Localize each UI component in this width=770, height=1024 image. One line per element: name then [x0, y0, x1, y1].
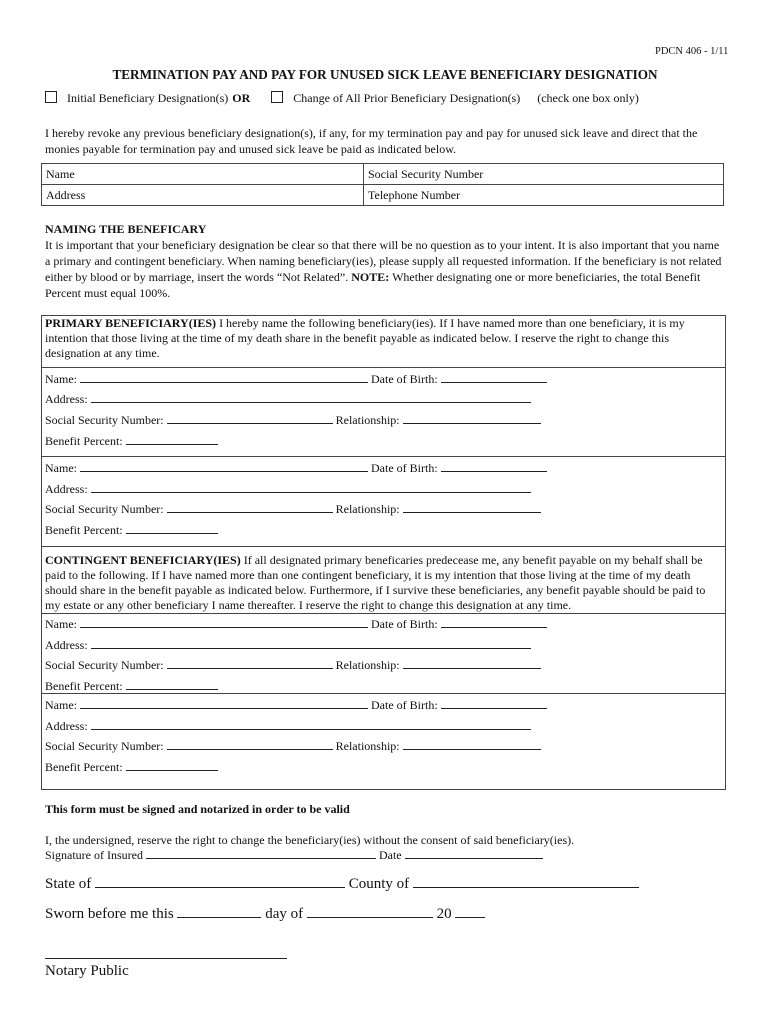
divider	[41, 613, 726, 614]
dob-label: Date of Birth:	[371, 461, 438, 475]
primary-2-address-row	[45, 481, 531, 497]
sworn-row	[45, 904, 485, 923]
percent-label: Benefit Percent:	[45, 679, 123, 693]
primary-1-percent-input[interactable]	[126, 433, 218, 445]
relationship-label: Relationship:	[335, 658, 400, 672]
contingent-1-address-input[interactable]	[91, 637, 531, 649]
primary-1-ssn-input[interactable]	[167, 412, 333, 424]
ssn-label: Social Security Number:	[45, 413, 164, 427]
primary-2-name-row	[45, 460, 547, 476]
primary-1-name-input[interactable]	[80, 371, 368, 383]
contingent-intro	[45, 553, 721, 613]
primary-2-relationship-input[interactable]	[403, 501, 541, 513]
name-label: Name:	[45, 698, 77, 712]
contingent-2-percent-row	[45, 759, 218, 775]
divider	[41, 367, 726, 368]
contingent-1-relationship-input[interactable]	[403, 657, 541, 669]
sworn-label: Sworn before me this	[45, 906, 174, 922]
ssn-label: Social Security Number:	[45, 658, 164, 672]
insured-info-table	[41, 163, 724, 206]
primary-1-address-row	[45, 391, 531, 407]
contingent-2-address-input[interactable]	[91, 718, 531, 730]
name-label: Name:	[45, 461, 77, 475]
primary-2-ssn-row	[45, 501, 541, 517]
day-of-label: day of	[265, 906, 304, 922]
address-label: Address:	[45, 482, 88, 496]
naming-heading: NAMING THE BENEFICARY	[45, 222, 207, 236]
contingent-1-percent-input[interactable]	[126, 678, 218, 690]
state-label: State of	[45, 876, 92, 892]
relationship-label: Relationship:	[335, 739, 400, 753]
contingent-1-dob-input[interactable]	[441, 616, 547, 628]
signature-input[interactable]	[146, 847, 376, 859]
page-title: TERMINATION PAY AND PAY FOR UNUSED SICK LEAVE BENEFICIARY DESIGNATION	[112, 67, 658, 82]
dob-label: Date of Birth:	[371, 372, 438, 386]
ssn-label: Social Security Number:	[45, 502, 164, 516]
primary-2-dob-input[interactable]	[441, 460, 547, 472]
name-label: Name:	[45, 617, 77, 631]
change-designation-label: Change of All Prior Beneficiary Designation(s)	[293, 91, 521, 105]
sworn-day-input[interactable]	[177, 904, 261, 918]
date-label: Date	[378, 848, 402, 862]
insured-ssn-field[interactable]: Social Security Number	[364, 164, 724, 185]
contingent-2-percent-input[interactable]	[126, 759, 218, 771]
revoke-paragraph: I hereby revoke any previous beneficiary designation(s), if any, for my termination pay and pay for unused sick leave and direct that the monies payable for termination pay and unused sick leave be paid as indicated below.	[45, 126, 698, 156]
contingent-1-name-input[interactable]	[80, 616, 368, 628]
contingent-2-relationship-input[interactable]	[403, 738, 541, 750]
notary-signature-line[interactable]	[45, 958, 287, 959]
change-designation-checkbox[interactable]	[271, 91, 283, 103]
insured-name-field[interactable]: Name	[42, 164, 364, 185]
primary-text: I hereby name the following beneficiary(ies). If I have named more than one beneficiary, it is my intention that those living at the time of my death share in the benefit payable as indicated below. I reserve the right to change this designation at any time.	[45, 316, 685, 360]
address-label: Address:	[45, 638, 88, 652]
signature-label: Signature of Insured	[45, 848, 143, 862]
dob-label: Date of Birth:	[371, 698, 438, 712]
initial-designation-label: Initial Beneficiary Designation(s)	[67, 91, 229, 105]
percent-label: Benefit Percent:	[45, 434, 123, 448]
county-input[interactable]	[413, 874, 639, 888]
contingent-heading: CONTINGENT BENEFICIARY(IES)	[45, 553, 241, 567]
primary-1-percent-row	[45, 433, 218, 449]
year-label: 20	[436, 906, 452, 922]
sworn-year-input[interactable]	[455, 904, 485, 918]
state-county-row	[45, 874, 639, 893]
primary-intro	[45, 316, 721, 361]
or-label: OR	[232, 91, 251, 105]
divider	[41, 456, 726, 457]
relationship-label: Relationship:	[335, 413, 400, 427]
address-label: Address:	[45, 719, 88, 733]
naming-text-1: It is important that your beneficiary designation be clear so that there will be no question as to your intent. It is also important that you name a primary and contingent beneficiary. When naming beneficiary(ies), please supply all requested information. If the beneficiary is not related either by blood or by marriage, insert the words “Not Related”.	[45, 238, 722, 284]
contingent-2-name-row	[45, 697, 547, 713]
percent-label: Benefit Percent:	[45, 523, 123, 537]
contingent-2-dob-input[interactable]	[441, 697, 547, 709]
insured-address-field[interactable]: Address	[42, 185, 364, 206]
primary-heading: PRIMARY BENEFICIARY(IES)	[45, 316, 217, 330]
naming-text-2: Whether designating one or more beneficiaries, the total Benefit Percent must equal 100%.	[45, 270, 701, 300]
name-label: Name:	[45, 372, 77, 386]
signature-row	[45, 847, 543, 863]
initial-designation-checkbox[interactable]	[45, 91, 57, 103]
check-one-note: (check one box only)	[537, 91, 639, 105]
primary-1-ssn-row	[45, 412, 541, 428]
address-label: Address:	[45, 392, 88, 406]
naming-text	[45, 237, 725, 301]
contingent-1-address-row	[45, 637, 531, 653]
contingent-2-ssn-row	[45, 738, 541, 754]
signed-notice: This form must be signed and notarized in order to be valid	[45, 802, 350, 816]
naming-section	[45, 221, 725, 301]
insured-telephone-field[interactable]: Telephone Number	[364, 185, 724, 206]
date-input[interactable]	[405, 847, 543, 859]
relationship-label: Relationship:	[335, 502, 400, 516]
primary-2-name-input[interactable]	[80, 460, 368, 472]
primary-2-percent-row	[45, 522, 218, 538]
designation-type-row	[45, 91, 639, 106]
notary-public-label: Notary Public	[45, 963, 129, 979]
dob-label: Date of Birth:	[371, 617, 438, 631]
county-label: County of	[348, 876, 410, 892]
contingent-1-ssn-row	[45, 657, 541, 673]
divider	[41, 546, 726, 547]
contingent-2-name-input[interactable]	[80, 697, 368, 709]
contingent-1-name-row	[45, 616, 547, 632]
primary-2-ssn-input[interactable]	[167, 501, 333, 513]
note-label: NOTE:	[351, 270, 390, 284]
contingent-1-percent-row	[45, 678, 218, 694]
form-number: PDCN 406 - 1/11	[655, 46, 729, 57]
ssn-label: Social Security Number:	[45, 739, 164, 753]
primary-1-relationship-input[interactable]	[403, 412, 541, 424]
primary-1-dob-input[interactable]	[441, 371, 547, 383]
reserve-text: I, the undersigned, reserve the right to change the beneficiary(ies) without the consent of said beneficiary(ies).	[45, 833, 575, 847]
primary-1-name-row	[45, 371, 547, 387]
contingent-1-ssn-input[interactable]	[167, 657, 333, 669]
state-input[interactable]	[95, 874, 345, 888]
contingent-text: If all designated primary beneficaries predecease me, any benefit payable on my behalf shall be paid to the following. If I have named more than one contingent beneficiary, it is my intention that those living at the time of my death should share in the benefit payable as indicated below. Furthermore, if I survive these beneficiaries, any benefit payable should be paid to my estate or any other beneficiary I name thereafter. I reserve the right to change this designation at any time.	[45, 553, 706, 612]
percent-label: Benefit Percent:	[45, 760, 123, 774]
primary-2-address-input[interactable]	[91, 481, 531, 493]
contingent-2-address-row	[45, 718, 531, 734]
contingent-2-ssn-input[interactable]	[167, 738, 333, 750]
primary-1-address-input[interactable]	[91, 391, 531, 403]
sworn-month-input[interactable]	[307, 904, 433, 918]
primary-2-percent-input[interactable]	[126, 522, 218, 534]
